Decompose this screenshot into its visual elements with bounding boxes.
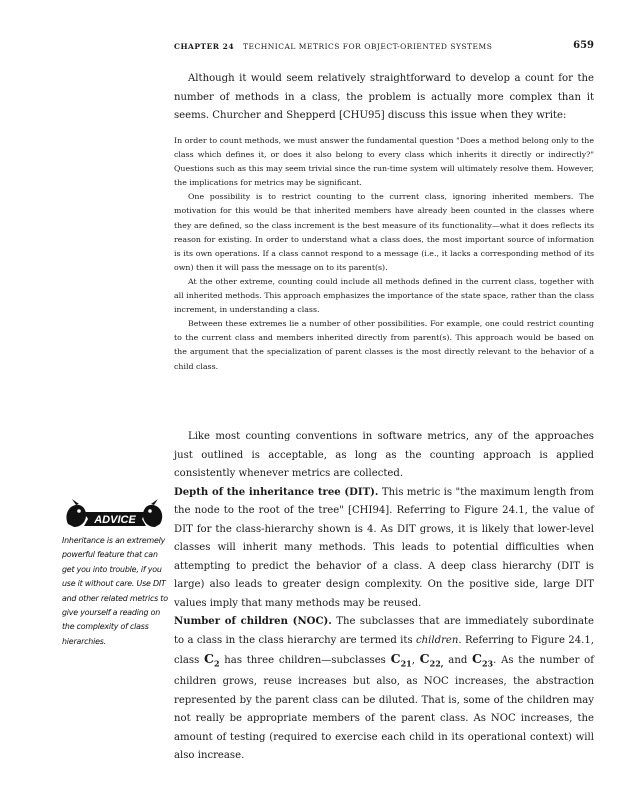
- noc-text: ,: [411, 655, 420, 666]
- dit-text: values imply that many methods may be reused.: [174, 597, 422, 609]
- noc-text: . As the number of children grows, reuse increases but also, as: [174, 655, 594, 687]
- class-symbol: [390, 651, 412, 669]
- noc-abbr: NOC: [423, 676, 449, 687]
- block-quote: [174, 134, 594, 374]
- noc-text: increases, the amount of testing (required to exercise each child in its operational context) will also increase.: [174, 713, 594, 761]
- dit-abbr: DIT: [396, 523, 416, 535]
- quote-paragraph-1: In order to count methods, we must answer the fundamental question "Does a method belong only to the class which defines it, or does it also belong to every class which inherits it directly or indirectly?" Questions such as this may seem trivial since the run-time system will ultimately resolve them. However, the implications for metrics may be significant.: [174, 136, 594, 188]
- dit-text: is large) also leads to greater design complexity. On the positive side, large: [174, 560, 594, 590]
- advice-sidebar: [62, 496, 168, 649]
- noc-text: increases, the abstraction represented by the parent class can be diluted. That is, some of the children may not really be appropriate members of the parent class. As: [174, 676, 594, 724]
- dit-term: Depth of the inheritance tree (DIT).: [174, 486, 379, 498]
- noc-emphasis: children: [416, 634, 459, 646]
- dit-text: grows, it is likely that lower-level classes will inherit many methods. This leads to potential difficulties when attempting to predict the behavior of a class. A deep class hierarchy (: [174, 523, 594, 572]
- quote-paragraph-2: One possibility is to restrict counting to the current class, ignoring inherited members. The motivation for this would be that inherited members have already been counted in the classes where they are defined, so the class increment is the best measure of its functionality—what it does reflects its reason for existing. In order to understand what a class does, the most important source of information is its own operations. If a class cannot respond to a message (i.e., it lacks a corresponding method of its own) then it will pass the message on to its parent(s).: [174, 192, 594, 272]
- dit-abbr: DIT: [575, 579, 594, 590]
- class-symbol-letter: C: [472, 651, 482, 666]
- class-symbol-sub: 22,: [429, 658, 444, 669]
- noc-paragraph: [174, 613, 594, 766]
- page-number: 659: [573, 40, 594, 51]
- intro-text: Although it would seem relatively straightforward to develop a count for the number of methods in a class, the problem is actually more complex than it seems. Churcher and Shepperd [CHU95] discuss this issue when they write:: [174, 73, 594, 121]
- chapter-title: TECHNICAL METRICS FOR OBJECT-ORIENTED SYSTEMS: [242, 42, 493, 51]
- noc-text: and: [443, 655, 473, 666]
- class-symbol-sub: 23: [481, 658, 494, 669]
- class-symbol-letter: C: [419, 651, 430, 666]
- running-header: [174, 42, 594, 56]
- class-symbol: [472, 651, 494, 669]
- dit-abbr: DIT: [561, 560, 580, 572]
- dit-text: for the class-hierarchy shown is 4. As: [192, 523, 397, 535]
- dit-text: This metric is "the maximum length from the node to the root of the tree" [CHI94]. Referring to Figure 24.1, the value of: [174, 486, 594, 516]
- dit-abbr: DIT: [174, 523, 193, 535]
- advice-badge-graphic: [62, 496, 168, 534]
- noc-term: Number of children (NOC).: [174, 616, 332, 627]
- noc-text: . Referring to Figure 24.1, class: [174, 634, 594, 666]
- class-symbol-letter: C: [204, 651, 214, 666]
- closing-paragraph: Like most counting conventions in software metrics, any of the approaches just outlined is acceptable, as long as the counting approach is applied consistently whenever metrics are collected.: [174, 431, 594, 479]
- body-text: [174, 428, 594, 766]
- advice-icon: [62, 496, 168, 534]
- class-symbol-sub: 21: [400, 658, 412, 669]
- intro-paragraph: [174, 70, 594, 126]
- noc-abbr: NOC: [490, 713, 516, 724]
- class-symbol: [204, 651, 220, 669]
- advice-text: Inheritance is an extremely powerful feature that can get you into trouble, if you use it without care. Use DIT and other related metrics to give yourself a reading on the complexity of class hierarchies.: [62, 536, 168, 646]
- quote-paragraph-3: At the other extreme, counting could include all methods defined in the current class, together with all inherited methods. This approach emphasizes the importance of the state space, rather than the class increment, in understanding a class.: [174, 276, 594, 315]
- class-symbol: [419, 651, 444, 669]
- noc-text: The subclasses that are immediately subordinate to a class in the class hierarchy are termed its: [174, 616, 594, 646]
- advice-badge-label: ADVICE: [94, 514, 136, 526]
- class-symbol-letter: C: [390, 651, 401, 666]
- noc-text: has three children—subclasses: [219, 655, 391, 666]
- chapter-label: CHAPTER 24: [174, 42, 235, 51]
- quote-paragraph-4: Between these extremes lie a number of other possibilities. For example, one could restrict counting to the current class and members inherited directly from parent(s). This approach would be based on the argument that the specialization of parent classes is the most directly relevant to the behavior of a child class.: [174, 319, 594, 371]
- class-symbol-sub: 2: [213, 658, 220, 669]
- dit-paragraph: [174, 484, 594, 614]
